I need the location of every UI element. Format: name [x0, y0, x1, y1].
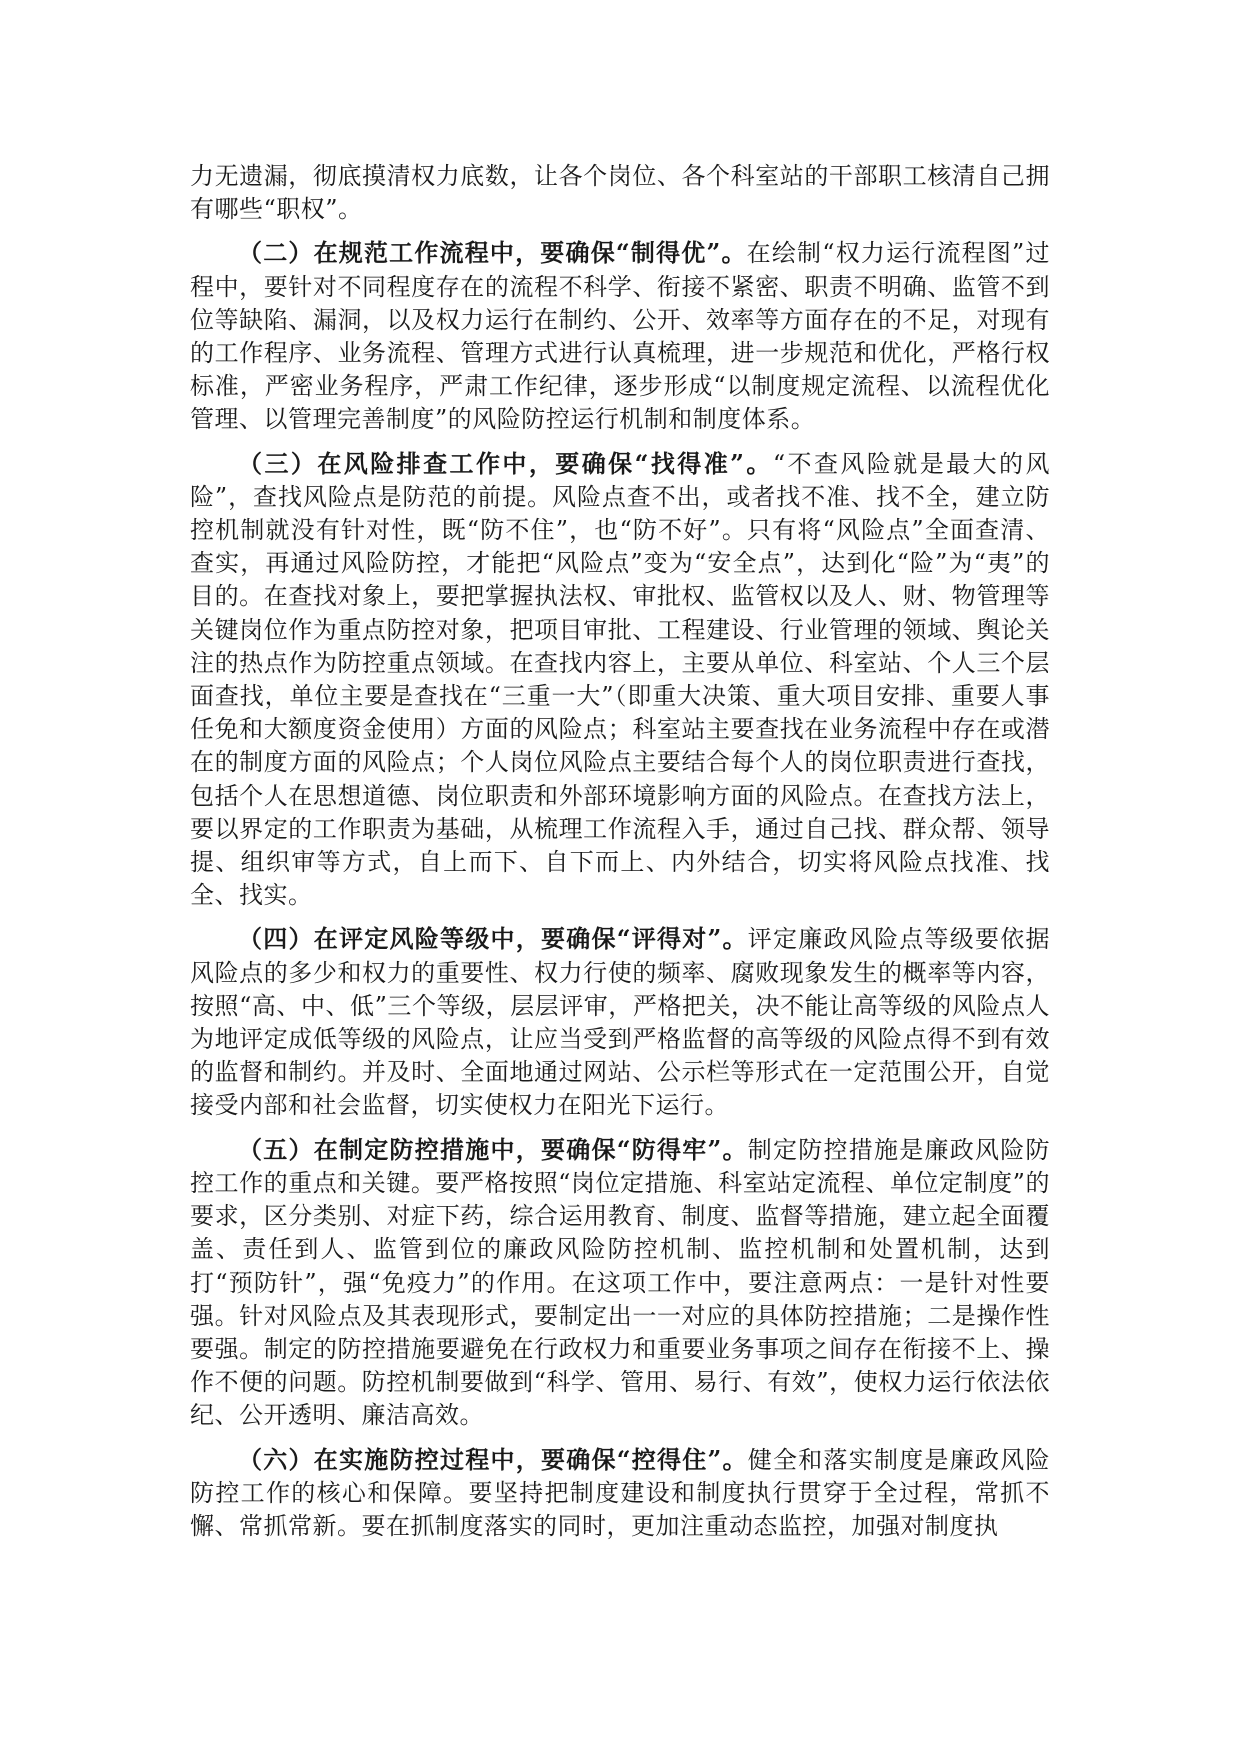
paragraph-continuation	[190, 160, 1050, 226]
paragraph-body: 评定廉政风险点等级要依据风险点的多少和权力的重要性、权力行使的频率、腐败现象发生的概率等内容，按照“高、中、低”三个等级，层层评审，严格把关，决不能让高等级的风险点人为地评定成低等级的风险点，让应当受到严格监督的高等级的风险点得不到有效的监督和制约。并及时、全面地通过网站、公示栏等形式在一定范围公开，自觉接受内部和社会监督，切实使权力在阳光下运行。	[190, 925, 1051, 1120]
paragraph-body: 力无遗漏，彻底摸清权力底数，让各个岗位、各个科室站的干部职工核清自己拥有哪些“职权”。	[190, 162, 1050, 224]
paragraph-body: 健全和落实制度是廉政风险防控工作的核心和保障。要坚持把制度建设和制度执行贯穿于全过程，常抓不懈、常抓常新。要在抓制度落实的同时，更加注重动态监控，加强对制度执	[190, 1445, 1051, 1540]
paragraph-body: “不查风险就是最大的风险”，查找风险点是防范的前提。风险点查不出，或者找不准、找不全，建立防控机制就没有针对性，既“防不住”，也“防不好”。只有将“风险点”全面查清、查实，再通过风险防控，才能把“风险点”变为“安全点”，达到化“险”为“夷”的目的。在查找对象上，要把掌握执法权、审批权、监管权以及人、财、物管理等关键岗位作为重点防控对象，把项目审批、工程建设、行业管理的领域、舆论关注的热点作为防控重点领域。在查找内容上，主要从单位、科室站、个人三个层面查找，单位主要是查找在“三重一大”（即重大决策、重大项目安排、重要人事任免和大额度资金使用）方面的风险点；科室站主要查找在业务流程中存在或潜在的制度方面的风险点；个人岗位风险点主要结合每个人的岗位职责进行查找，包括个人在思想道德、岗位职责和外部环境影响方面的风险点。在查找方法上，要以界定的工作职责为基础，从梳理工作流程入手，通过自己找、群众帮、领导提、组织审等方式，自上而下、自下而上、内外结合，切实将风险点找准、找全、找实。	[190, 449, 1050, 910]
paragraph-section-5	[190, 1133, 1050, 1433]
section-heading: （三）在风险排查工作中，要确保“找得准”。	[238, 448, 773, 478]
section-heading: （四）在评定风险等级中，要确保“评得对”。	[238, 924, 748, 954]
section-heading: （二）在规范工作流程中，要确保“制得优”。	[238, 238, 747, 268]
section-heading: （六）在实施防控过程中，要确保“控得住”。	[238, 1444, 748, 1474]
paragraph-section-3	[190, 447, 1050, 913]
paragraph-section-2	[190, 236, 1050, 436]
document-page	[190, 160, 1050, 1553]
paragraph-section-4	[190, 922, 1050, 1122]
paragraph-body: 在绘制“权力运行流程图”过程中，要针对不同程度存在的流程不科学、衔接不紧密、职责不明确、监管不到位等缺陷、漏洞，以及权力运行在制约、公开、效率等方面存在的不足，对现有的工作程序、业务流程、管理方式进行认真梳理，进一步规范和优化，严格行权标准，严密业务程序，严肃工作纪律，逐步形成“以制度规定流程、以流程优化管理、以管理完善制度”的风险防控运行机制和制度体系。	[190, 239, 1051, 434]
section-heading: （五）在制定防控措施中，要确保“防得牢”。	[238, 1134, 748, 1164]
paragraph-body: 制定防控措施是廉政风险防控工作的重点和关键。要严格按照“岗位定措施、科室站定流程、单位定制度”的要求，区分类别、对症下药，综合运用教育、制度、监督等措施，建立起全面覆盖、责任到人、监管到位的廉政风险防控机制、监控机制和处置机制，达到打“预防针”，强“免疫力”的作用。在这项工作中，要注意两点：一是针对性要强。针对风险点及其表现形式，要制定出一一对应的具体防控措施；二是操作性要强。制定的防控措施要避免在行政权力和重要业务事项之间存在衔接不上、操作不便的问题。防控机制要做到“科学、管用、易行、有效”，使权力运行依法依纪、公开透明、廉洁高效。	[190, 1135, 1051, 1430]
paragraph-section-6	[190, 1443, 1050, 1544]
